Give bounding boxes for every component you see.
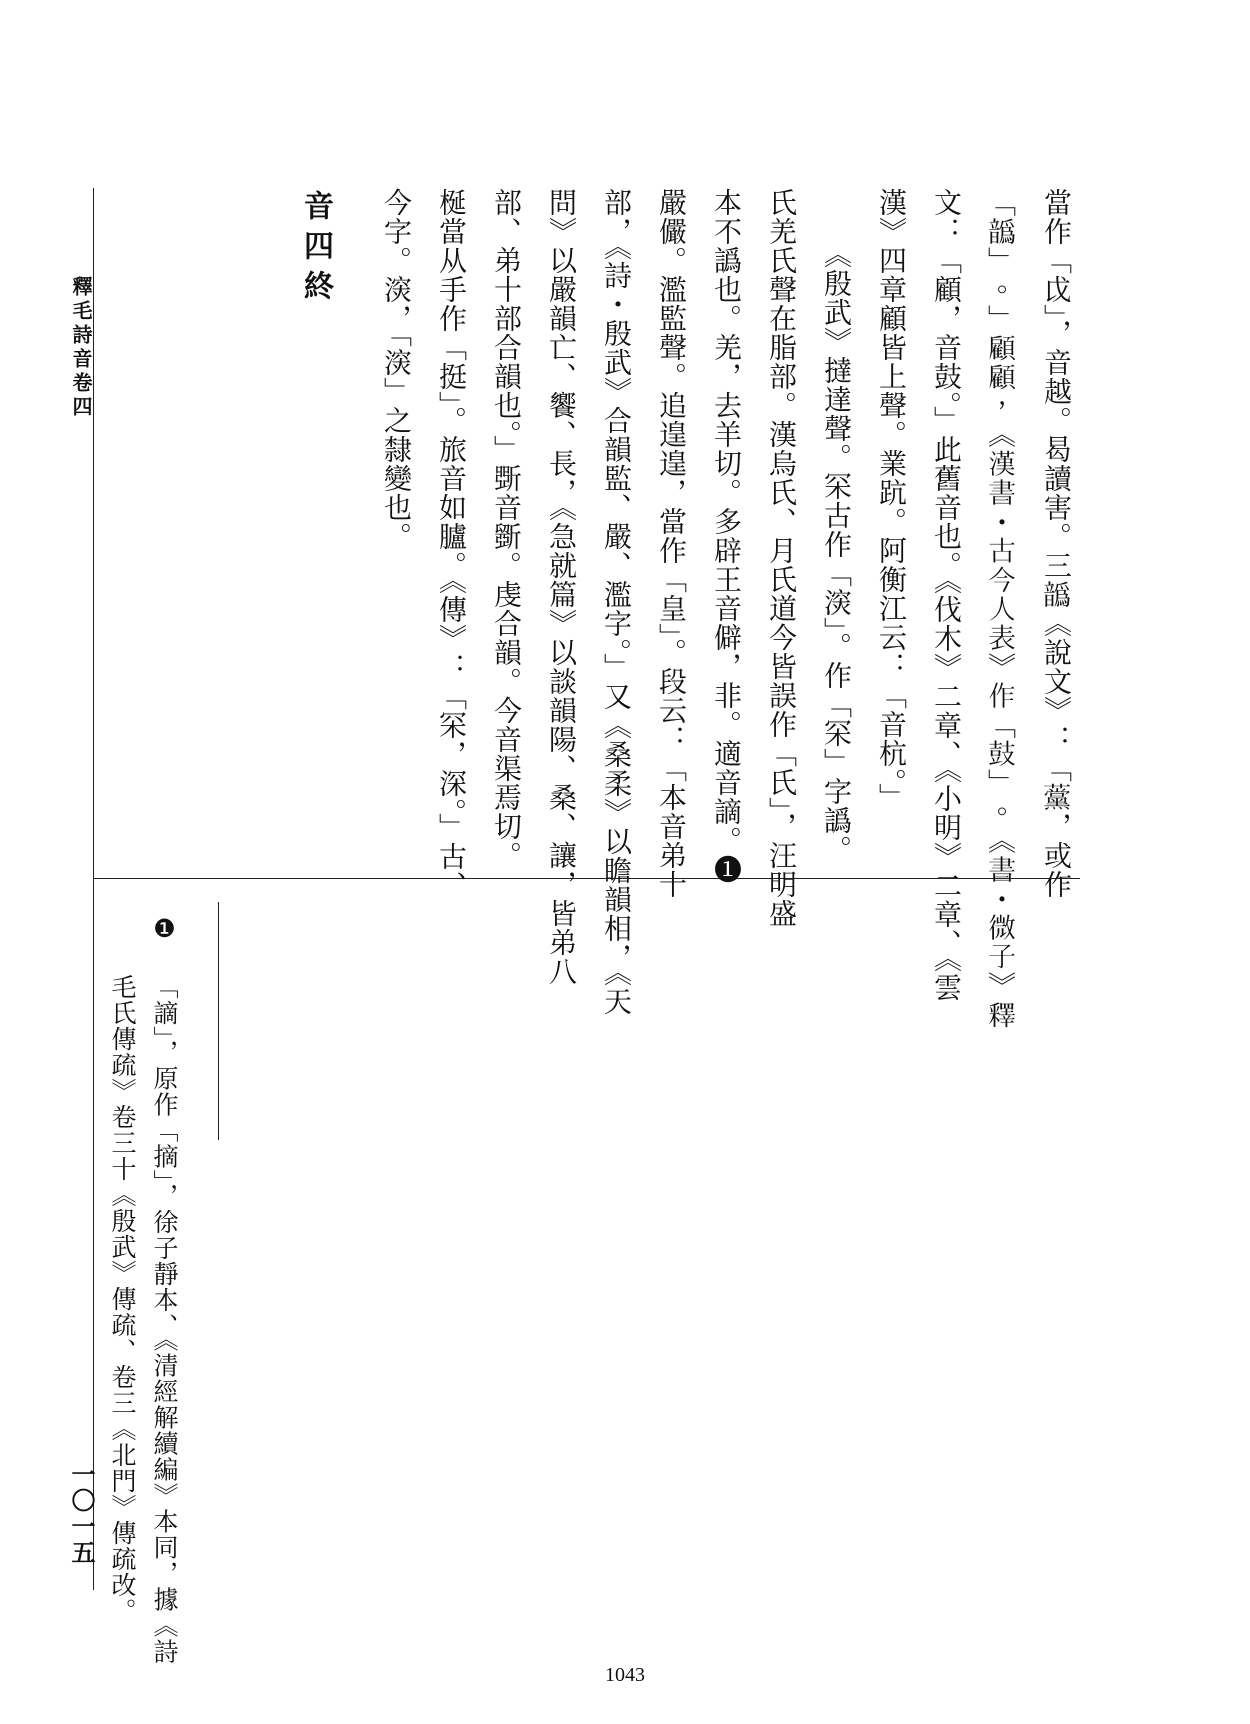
page-number-chinese: 一〇一五	[67, 1462, 96, 1566]
text-column: 「𩑁」。」顧顧，《漢書・古今人表》作「鼓」。《書・微子》釋	[985, 188, 1018, 1029]
text-column: 本不譌也。羌，去羊切。多辟王音僻，非。適音謫。❶	[710, 188, 743, 884]
text-column: 今字。㴱，「㴱」之隸變也。	[380, 188, 413, 551]
footnote-column: 毛氏傳疏》卷三十《殷武》傳疏、卷三《北門》傳疏改。	[108, 974, 137, 1624]
footnote-column: 「謫」，原作「摘」，徐子靜本、《清經解續編》本同，據《詩	[150, 974, 179, 1665]
text-column: 梴當从手作「挺」。旅音如臚。《傳》：「罙，深。」古、	[435, 188, 468, 900]
text-column: 部，《詩・殷武》合韻監、嚴、濫字。」又《桑柔》以瞻韻相，《天	[600, 188, 633, 1016]
text-column: 文：「顧，音鼓。」此舊音也。《伐木》二章、《小明》二章、《雲	[930, 188, 963, 1002]
footnote-marker: ❶	[150, 914, 179, 944]
text-column: 當作「戉」，音越。曷讀害。三𩑁《說文》：「𧅗，或作	[1040, 188, 1073, 899]
text-column: 問》以嚴韻亡、饗、長，《急就篇》以談韻陽、桑、讓，皆弟八	[545, 188, 578, 986]
footnote-rule	[218, 902, 219, 1140]
text-column: 漢》四章顧皆上聲。業䟘。阿衡江云：「音杭。」	[875, 188, 908, 812]
text-column: 《殷武》撻達聲。罙古作「㴱」。作「罙」字譌。	[820, 240, 853, 864]
section-end-marker: 音四終	[298, 190, 333, 310]
text-column: 嚴儼。濫監聲。追遑遑，當作「皇」。段云：「本音弟十	[655, 188, 688, 899]
text-column: 部、弟十部合韻也。」斲音斵。虔合韻。今音渠焉切。	[490, 188, 523, 870]
page-number: 1043	[605, 1664, 645, 1686]
running-head: 釋毛詩音卷四	[69, 276, 93, 420]
text-column: 氏羌氏聲在脂部。漢烏氏、月氏道今皆誤作「氏」，汪明盛	[765, 188, 798, 928]
